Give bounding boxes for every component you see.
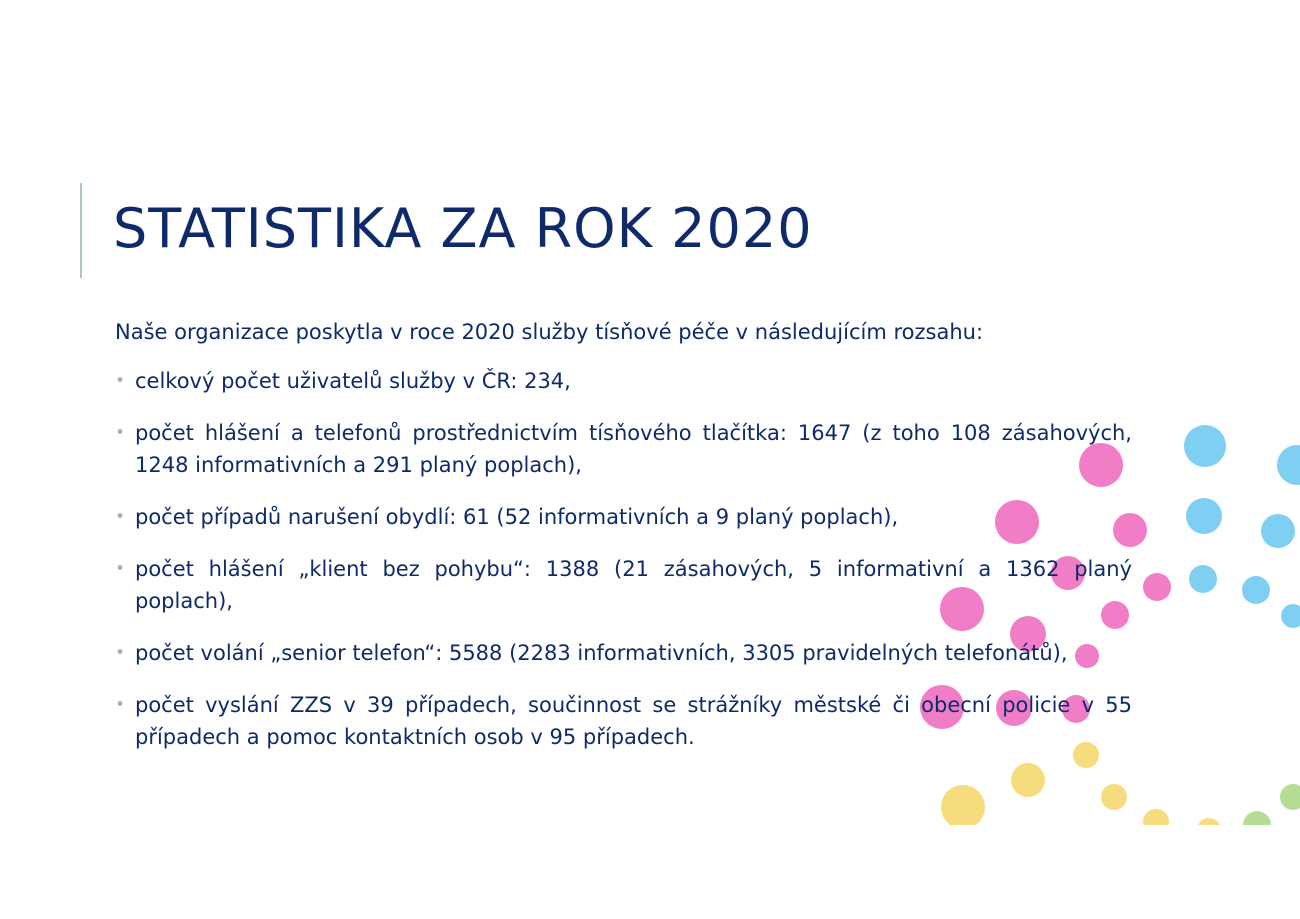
decorative-dot — [1281, 604, 1300, 628]
bullet-item-break-ins — [115, 501, 1132, 533]
decorative-dot — [1261, 514, 1295, 548]
bullet-item-users — [115, 365, 1132, 397]
bullet-marker: • — [115, 507, 126, 527]
bullet-marker: • — [115, 643, 126, 663]
slide-content — [115, 316, 1132, 773]
bullet-text: počet případů narušení obydlí: 61 (52 informativních a 9 planý poplach), — [135, 505, 899, 529]
title-accent-bar — [80, 183, 82, 278]
decorative-dot — [1277, 445, 1300, 485]
decorative-dot — [1184, 425, 1226, 467]
decorative-dot — [1243, 811, 1271, 839]
bullet-marker: • — [115, 371, 126, 391]
decorative-dot — [1143, 573, 1171, 601]
decorative-dot — [1101, 784, 1127, 810]
bullet-text: počet hlášení a telefonů prostřednictvím tísňového tlačítka: 1647 (z toho 108 zásahových, 1248 informativních a 291 planý poplach), — [135, 421, 1132, 477]
bullet-item-dispatches — [115, 689, 1132, 753]
bullet-text: celkový počet uživatelů služby v ČR: 234, — [135, 369, 571, 393]
bullet-marker: • — [115, 559, 126, 579]
decorative-dot — [941, 785, 985, 829]
bullet-marker: • — [115, 423, 126, 443]
decorative-dot — [1280, 784, 1300, 810]
intro-text: Naše organizace poskytla v roce 2020 služby tísňové péče v následujícím rozsahu: — [115, 320, 984, 344]
bullet-text: počet vyslání ZZS v 39 případech, součinnost se strážníky městské či obecní policie v 55 případech a pomoc kontaktních osob v 95 případech. — [135, 693, 1132, 749]
bullet-marker: • — [115, 695, 126, 715]
bullet-item-no-movement — [115, 553, 1132, 617]
bullet-text: počet volání „senior telefon“: 5588 (2283 informativních, 3305 pravidelných telefonátů), — [135, 641, 1068, 665]
decorative-dot — [1189, 565, 1217, 593]
bullet-list — [115, 365, 1132, 753]
slide-title: STATISTIKA ZA ROK 2020 — [113, 197, 813, 260]
decorative-dot — [1186, 498, 1222, 534]
decorative-dot — [1197, 818, 1221, 842]
decorative-dot — [1242, 576, 1270, 604]
bullet-item-emergency-button — [115, 417, 1132, 481]
bullet-item-senior-phone — [115, 637, 1132, 669]
decorative-dot — [1143, 809, 1169, 835]
bullet-text: počet hlášení „klient bez pohybu“: 1388 (21 zásahových, 5 informativní a 1362 planý poplach), — [135, 557, 1132, 613]
